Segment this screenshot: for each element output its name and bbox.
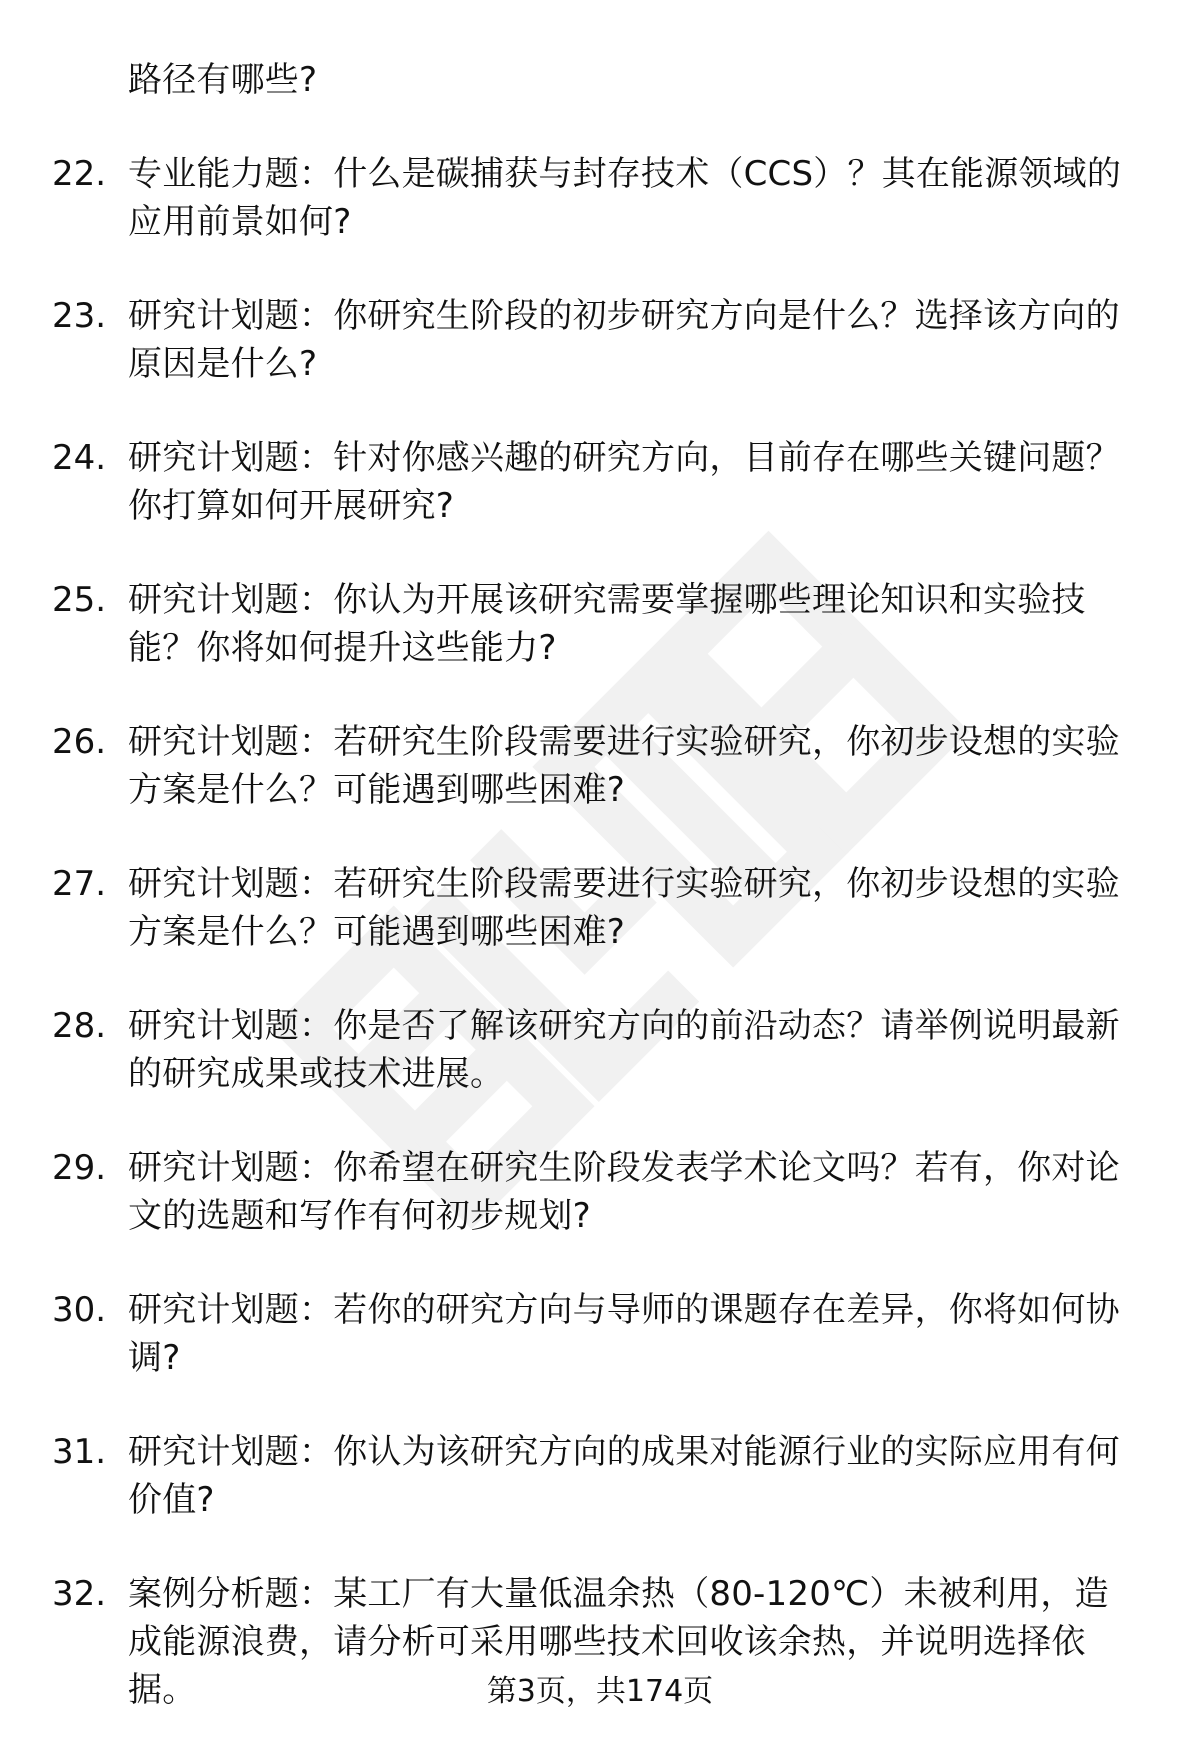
list-item (0, 1286, 1200, 1382)
item-number: 30. (52, 1290, 107, 1330)
item-number: 31. (52, 1432, 107, 1472)
item-text: 研究计划题：你研究生阶段的初步研究方向是什么？选择该方向的原因是什么? (128, 296, 1120, 384)
list-item (0, 434, 1200, 530)
list-item (0, 1002, 1200, 1098)
item-text: 专业能力题：什么是碳捕获与封存技术（CCS）？其在能源领域的应用前景如何? (128, 154, 1122, 242)
list-item (0, 292, 1200, 388)
item-text: 研究计划题：你认为开展该研究需要掌握哪些理论知识和实验技能？你将如何提升这些能力? (128, 580, 1086, 668)
list-item (0, 56, 1200, 104)
item-number: 22. (52, 154, 107, 194)
question-list (0, 56, 1200, 1760)
item-text: 路径有哪些? (128, 60, 318, 100)
item-number: 28. (52, 1006, 107, 1046)
list-item (0, 718, 1200, 814)
item-text: 研究计划题：若研究生阶段需要进行实验研究，你初步设想的实验方案是什么？可能遇到哪些困难? (128, 722, 1120, 810)
item-text: 研究计划题：若研究生阶段需要进行实验研究，你初步设想的实验方案是什么？可能遇到哪些困难? (128, 864, 1120, 952)
list-item (0, 576, 1200, 672)
list-item (0, 150, 1200, 246)
page-footer: 第3页，共174页 (486, 1674, 714, 1709)
item-text: 研究计划题：你希望在研究生阶段发表学术论文吗？若有，你对论文的选题和写作有何初步规划? (128, 1148, 1120, 1236)
item-number: 32. (52, 1574, 107, 1614)
item-number: 26. (52, 722, 107, 762)
list-item (0, 1428, 1200, 1524)
item-text: 研究计划题：你是否了解该研究方向的前沿动态？请举例说明最新的研究成果或技术进展。 (128, 1006, 1120, 1094)
list-item (0, 1144, 1200, 1240)
item-text: 研究计划题：若你的研究方向与导师的课题存在差异，你将如何协调? (128, 1290, 1120, 1378)
item-text: 研究计划题：你认为该研究方向的成果对能源行业的实际应用有何价值? (128, 1432, 1120, 1520)
item-number: 27. (52, 864, 107, 904)
list-item (0, 860, 1200, 956)
item-number: 29. (52, 1148, 107, 1188)
item-number: 23. (52, 296, 107, 336)
item-text: 案例分析题：某工厂有大量低温余热（80-120℃）未被利用，造成能源浪费，请分析可采用哪些技术回收该余热，并说明选择依据。 (128, 1574, 1109, 1710)
item-number: 24. (52, 438, 107, 478)
item-number: 25. (52, 580, 107, 620)
item-text: 研究计划题：针对你感兴趣的研究方向，目前存在哪些关键问题？你打算如何开展研究? (128, 438, 1120, 526)
